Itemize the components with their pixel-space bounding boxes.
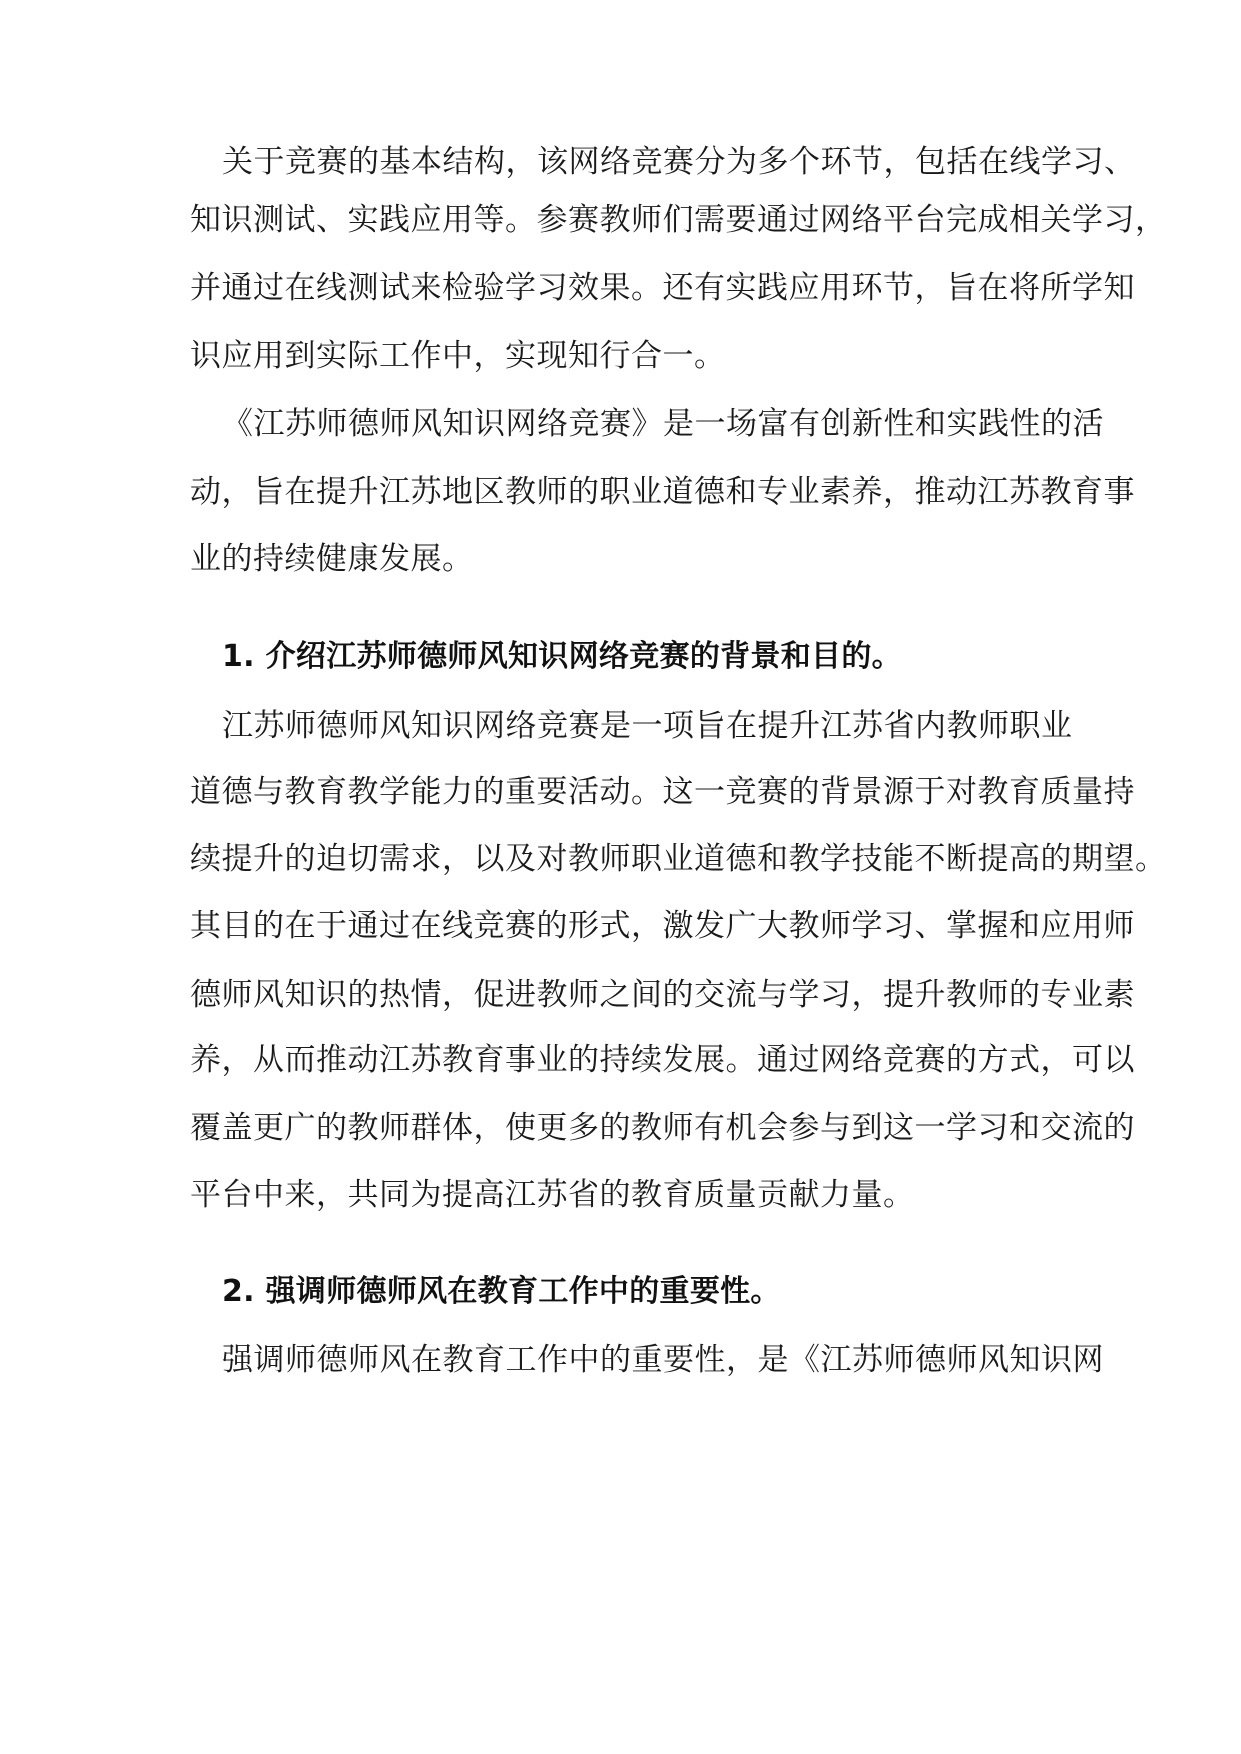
paragraph-line: 强调师德师风在教育工作中的重要性，是《江苏师德师风知识网 [222,1342,1104,1378]
paragraph-line: 其目的在于通过在线竞赛的形式，激发广大教师学习、掌握和应用师 [190,908,1135,944]
paragraph-line: 识应用到实际工作中，实现知行合一。 [190,338,726,374]
paragraph-line: 《江苏师德师风知识网络竞赛》是一场富有创新性和实践性的活 [222,406,1104,442]
paragraph-line: 道德与教育教学能力的重要活动。这一竞赛的背景源于对教育质量持 [190,774,1135,810]
paragraph-line: 德师风知识的热情，促进教师之间的交流与学习，提升教师的专业素 [190,977,1135,1013]
paragraph-line: 江苏师德师风知识网络竞赛是一项旨在提升江苏省内教师职业 [222,708,1073,744]
section-heading-1: 1. 介绍江苏师德师风知识网络竞赛的背景和目的。 [222,639,902,674]
paragraph-line: 知识测试、实践应用等。参赛教师们需要通过网络平台完成相关学习， [190,202,1167,238]
paragraph-line: 动，旨在提升江苏地区教师的职业道德和专业素养，推动江苏教育事 [190,474,1135,510]
paragraph-line: 养，从而推动江苏教育事业的持续发展。通过网络竞赛的方式，可以 [190,1042,1135,1078]
paragraph-line: 续提升的迫切需求，以及对教师职业道德和教学技能不断提高的期望。 [190,841,1167,877]
paragraph-line: 并通过在线测试来检验学习效果。还有实践应用环节，旨在将所学知 [190,270,1135,306]
paragraph-line: 业的持续健康发展。 [190,541,474,577]
paragraph-line: 平台中来，共同为提高江苏省的教育质量贡献力量。 [190,1177,915,1213]
paragraph-line: 关于竞赛的基本结构，该网络竞赛分为多个环节，包括在线学习、 [222,144,1136,180]
section-heading-2: 2. 强调师德师风在教育工作中的重要性。 [222,1274,781,1309]
paragraph-line: 覆盖更广的教师群体，使更多的教师有机会参与到这一学习和交流的 [190,1110,1135,1146]
